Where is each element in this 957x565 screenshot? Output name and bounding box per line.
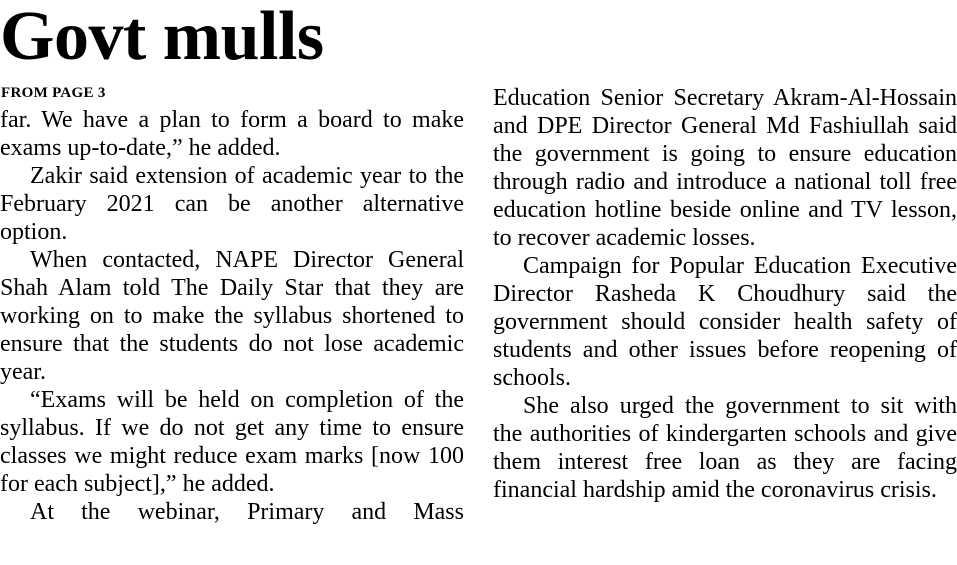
paragraph: far. We have a plan to form a board to make exams up-to-date,” he added. xyxy=(0,107,464,161)
article-column-right xyxy=(493,84,957,504)
paragraph: When contacted, NAPE Director General Shah Alam told The Daily Star that they are working on to make the syllabus shortened to ensure that the students do not lose academic year. xyxy=(0,247,464,385)
paragraph: At the webinar, Primary and Mass xyxy=(30,499,464,525)
paragraph: Zakir said extension of academic year to the February 2021 can be another alternative option. xyxy=(0,163,464,245)
headline: Govt mulls xyxy=(0,0,324,75)
article-column-left xyxy=(0,106,464,526)
paragraph: Campaign for Popular Education Executive Director Rasheda K Choudhury said the government should consider health safety of students and other issues before reopening of schools. xyxy=(493,253,957,391)
paragraph: She also urged the government to sit with the authorities of kindergarten schools and give them interest free loan as they are facing financial hardship amid the coronavirus crisis. xyxy=(493,393,957,503)
paragraph: “Exams will be held on completion of the syllabus. If we do not get any time to ensure classes we might reduce exam marks [now 100 for each subject],” he added. xyxy=(0,387,464,497)
paragraph: Education Senior Secretary Akram-Al-Hossain and DPE Director General Md Fashiullah said the government is going to ensure education through radio and introduce a national toll free education hotline beside online and TV lesson, to recover academic losses. xyxy=(493,85,957,251)
continued-from-label: FROM PAGE 3 xyxy=(1,85,106,101)
